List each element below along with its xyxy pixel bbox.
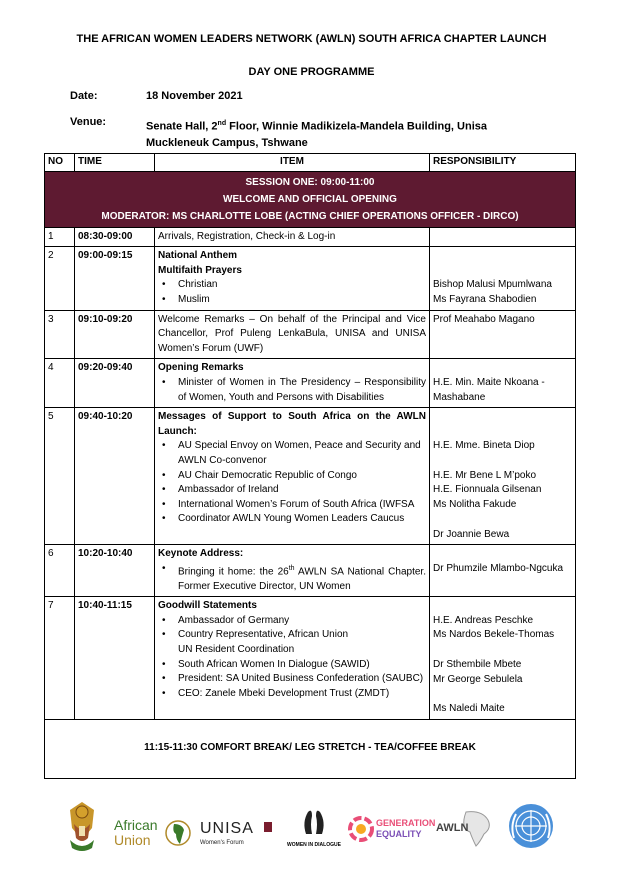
responsible-person: H.E. Mme. Bineta Diop xyxy=(433,440,535,452)
row-no: 3 xyxy=(45,310,75,359)
responsible-person: H.E. Mr Bene L M’poko xyxy=(433,469,537,481)
unisa-text: UNISA xyxy=(200,820,254,837)
list-item: • Christian xyxy=(178,278,426,293)
item-bullets xyxy=(158,614,426,702)
row-no: 4 xyxy=(45,359,75,408)
list-item: • Muslim xyxy=(178,293,426,308)
row-responsibility xyxy=(430,227,576,247)
row-time: 10:20-10:40 xyxy=(75,545,155,597)
table-row xyxy=(45,310,576,359)
row-no: 7 xyxy=(45,597,75,720)
row-item: Welcome Remarks – On behalf of the Principal and Vice Chancellor, Prof Puleng LenkaBula, UNISA and UNISA Women’s Forum (UWF) xyxy=(155,310,430,359)
date-label: Date: xyxy=(70,90,98,102)
row-item xyxy=(155,597,430,720)
venue-line1-a: Senate Hall, 2 xyxy=(146,120,218,133)
unisa-womens-forum-logo xyxy=(200,800,280,860)
generation-text-1: GENERATION xyxy=(376,818,436,828)
table-row xyxy=(45,408,576,545)
bullet-text: Bringing it home: the 26 xyxy=(178,566,289,578)
programme-table xyxy=(44,153,576,779)
list-item: • CEO: Zanele Mbeki Development Trust (ZMDT) xyxy=(178,687,426,702)
row-item xyxy=(155,247,430,310)
generation-text-2: EQUALITY xyxy=(376,829,422,839)
responsible-person: Ms Naledi Maite xyxy=(433,703,505,715)
list-item: • Ambassador of Ireland xyxy=(178,483,426,498)
item-title: Opening Remarks xyxy=(158,362,244,374)
row-responsibility xyxy=(430,597,576,720)
table-row xyxy=(45,545,576,597)
row-item: Arrivals, Registration, Check-in & Log-in xyxy=(155,227,430,247)
generation-equality-logo xyxy=(348,800,436,860)
row-item xyxy=(155,545,430,597)
sawid-text: WOMEN IN DIALOGUE xyxy=(287,842,341,848)
item-title: National Anthem xyxy=(158,250,238,262)
responsible-person: Ms Fayrana Shabodien xyxy=(433,293,537,305)
sawid-logo xyxy=(286,800,342,860)
document-title: THE AFRICAN WOMEN LEADERS NETWORK (AWLN) SOUTH AFRICA CHAPTER LAUNCH xyxy=(76,33,547,45)
session-moderator: MODERATOR: MS CHARLOTTE LOBE (ACTING CHIEF OPERATIONS OFFICER - DIRCO) xyxy=(101,210,519,222)
bullet-text: AWLN SA National Chapter. Former Executive Director, UN Women xyxy=(178,566,426,592)
session-theme: WELCOME AND OFFICIAL OPENING xyxy=(223,193,397,205)
item-bullets xyxy=(158,439,426,527)
row-time: 09:00-09:15 xyxy=(75,247,155,310)
row-time: 10:40-11:15 xyxy=(75,597,155,720)
awln-logo xyxy=(436,800,496,860)
responsible-person: H.E. Fionnuala Gilsenan xyxy=(433,484,542,496)
awln-text: AWLN xyxy=(436,822,469,834)
row-responsibility xyxy=(430,545,576,597)
header-responsibility: RESPONSIBILITY xyxy=(430,154,576,172)
row-time: 09:10-09:20 xyxy=(75,310,155,359)
au-text-1: African xyxy=(114,817,158,833)
sa-coat-of-arms-logo xyxy=(64,800,100,860)
responsible-person: Ms Nardos Bekele-Thomas xyxy=(433,629,555,641)
responsible-person: H.E. Min. Maite Nkoana - xyxy=(433,376,545,388)
responsible-person: Dr Sthembile Mbete xyxy=(433,658,522,670)
header-no: NO xyxy=(45,154,75,172)
row-no: 5 xyxy=(45,408,75,545)
header-item: ITEM xyxy=(155,154,430,172)
row-responsibility: Prof Meahabo Magano xyxy=(430,310,576,359)
responsible-person: Dr Phumzile Mlambo-Ngcuka xyxy=(433,562,564,574)
comfort-break: 11:15-11:30 COMFORT BREAK/ LEG STRETCH - TEA/COFFEE BREAK xyxy=(45,719,576,778)
list-item: • President: SA United Business Confederation (SAUBC) xyxy=(178,672,426,687)
table-row xyxy=(45,247,576,310)
list-item xyxy=(178,628,426,657)
responsible-person: Mr George Sebulela xyxy=(433,673,523,685)
session-row xyxy=(45,171,576,227)
responsible-person: Mashabane xyxy=(433,391,486,403)
session-band xyxy=(45,171,576,227)
row-no: 2 xyxy=(45,247,75,310)
au-text-2: Union xyxy=(114,832,151,848)
list-item xyxy=(178,562,426,595)
bullet-sup: th xyxy=(288,564,295,572)
date-value: 18 November 2021 xyxy=(146,90,243,102)
row-responsibility xyxy=(430,359,576,408)
partner-logos xyxy=(60,800,560,860)
responsible-person: H.E. Andreas Peschke xyxy=(433,614,534,626)
item-title: Keynote Address: xyxy=(158,548,244,560)
list-item: • South African Women In Dialogue (SAWID) xyxy=(178,658,426,673)
item-bullets xyxy=(158,278,426,307)
row-time: 09:20-09:40 xyxy=(75,359,155,408)
venue-line1-b: Floor, Winnie Madikizela-Mandela Building, Unisa xyxy=(226,120,487,133)
list-item: • AU Special Envoy on Women, Peace and Security and AWLN Co-convenor xyxy=(178,439,426,468)
responsible-person: Dr Joannie Bewa xyxy=(433,528,510,540)
table-row xyxy=(45,227,576,247)
document-subtitle: DAY ONE PROGRAMME xyxy=(248,66,375,78)
venue-label: Venue: xyxy=(70,116,107,128)
venue-value xyxy=(146,116,487,151)
unisa-mark-icon xyxy=(264,822,272,832)
item-title: Messages of Support to South Africa on the AWLN Launch: xyxy=(158,411,426,437)
venue-line2: Muckleneuk Campus, Tshwane xyxy=(146,136,308,149)
row-no: 1 xyxy=(45,227,75,247)
item-title: Goodwill Statements xyxy=(158,600,257,612)
list-item: • Coordinator AWLN Young Women Leaders Caucus xyxy=(178,512,426,527)
bullet-text: Country Representative, African Union xyxy=(178,629,349,641)
responsible-person: Ms Nolitha Fakude xyxy=(433,498,517,510)
list-item: • International Women’s Forum of South Africa (IWFSA xyxy=(178,498,426,513)
table-header-row xyxy=(45,154,576,172)
session-title: SESSION ONE: 09:00-11:00 xyxy=(245,176,375,188)
table-row xyxy=(45,597,576,720)
list-item: • AU Chair Democratic Republic of Congo xyxy=(178,469,426,484)
african-union-logo xyxy=(114,800,194,860)
break-row xyxy=(45,719,576,778)
item-bullets xyxy=(158,376,426,405)
row-item xyxy=(155,408,430,545)
row-responsibility xyxy=(430,408,576,545)
list-item: • Ambassador of Germany xyxy=(178,614,426,629)
row-time: 08:30-09:00 xyxy=(75,227,155,247)
table-row xyxy=(45,359,576,408)
row-item xyxy=(155,359,430,408)
item-title: Multifaith Prayers xyxy=(158,264,242,276)
header-time: TIME xyxy=(75,154,155,172)
row-time: 09:40-10:20 xyxy=(75,408,155,545)
bullet-text: UN Resident Coordination xyxy=(178,643,295,655)
list-item: • Minister of Women in The Presidency – Responsibility of Women, Youth and Persons with Disabilities xyxy=(178,376,426,405)
responsible-person: Bishop Malusi Mpumlwana xyxy=(433,279,552,291)
item-bullets xyxy=(158,562,426,595)
unisa-subtext: Women's Forum xyxy=(200,840,244,846)
united-nations-logo xyxy=(506,800,558,860)
venue-line1-sup: nd xyxy=(217,120,227,127)
row-responsibility xyxy=(430,247,576,310)
row-no: 6 xyxy=(45,545,75,597)
